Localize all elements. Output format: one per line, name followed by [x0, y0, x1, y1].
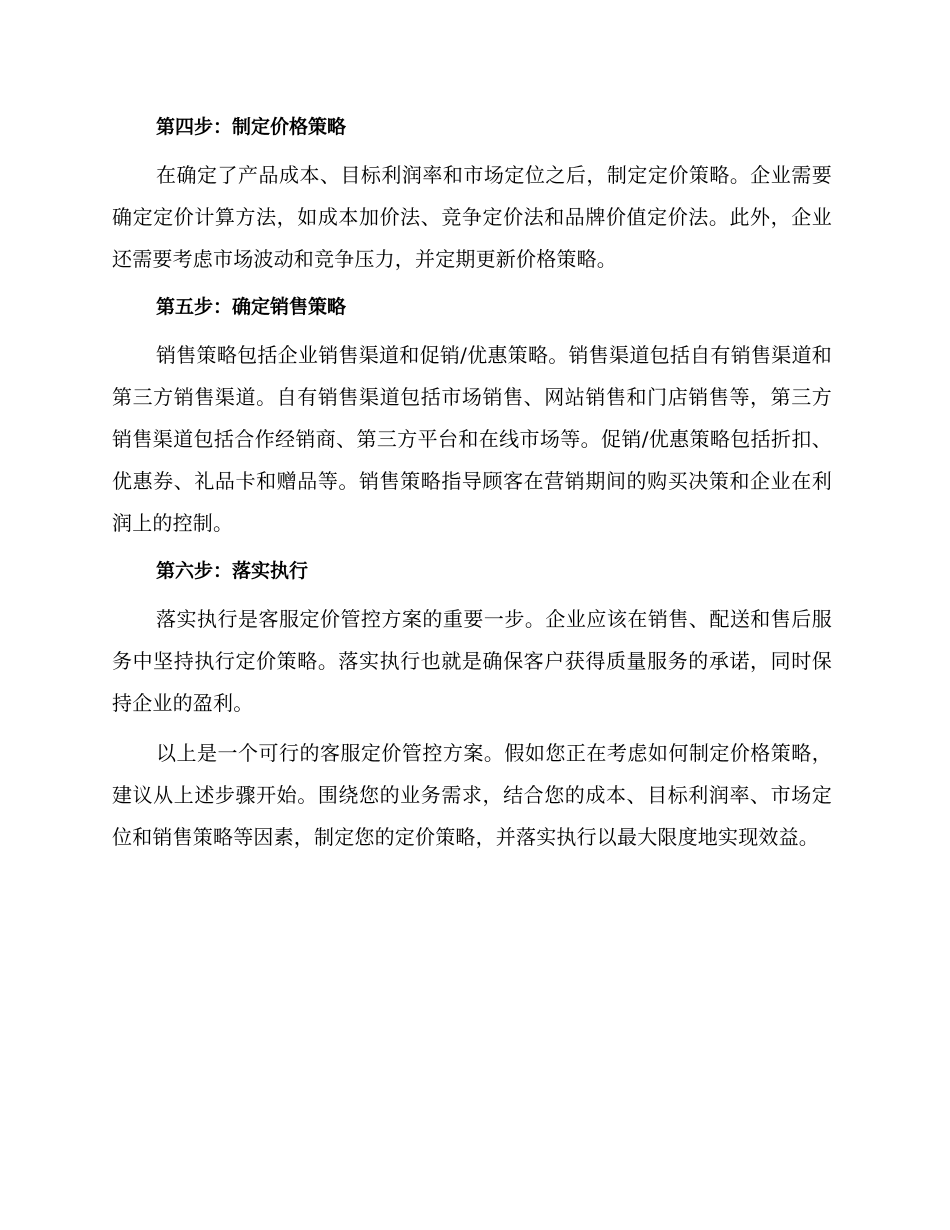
section-heading-step-6: 第六步：落实执行	[156, 560, 309, 582]
section-paragraph-step-4: 在确定了产品成本、目标利润率和市场定位之后，制定定价策略。企业需要确定定价计算方法，如成本加价法、竞争定价法和品牌价值定价法。此外，企业还需要考虑市场波动和竞争压力，并定期更新价格策略。	[112, 163, 832, 271]
section-paragraph-step-6: 落实执行是客服定价管控方案的重要一步。企业应该在销售、配送和售后服务中坚持执行定价策略。落实执行也就是确保客户获得质量服务的承诺，同时保持企业的盈利。	[112, 607, 832, 715]
section-heading-step-4: 第四步：制定价格策略	[156, 116, 347, 138]
section-heading-step-5: 第五步：确定销售策略	[156, 296, 347, 318]
section-paragraph-step-5: 销售策略包括企业销售渠道和促销/优惠策略。销售渠道包括自有销售渠道和第三方销售渠道。自有销售渠道包括市场销售、网站销售和门店销售等，第三方销售渠道包括合作经销商、第三方平台和在线市场等。促销/优惠策略包括折扣、优惠券、礼品卡和赠品等。销售策略指导顾客在营销期间的购买决策和企业在利润上的控制。	[112, 343, 832, 535]
document-page	[112, 108, 832, 858]
conclusion-paragraph: 以上是一个可行的客服定价管控方案。假如您正在考虑如何制定价格策略，建议从上述步骤开始。围绕您的业务需求，结合您的成本、目标利润率、市场定位和销售策略等因素，制定您的定价策略，并落实执行以最大限度地实现效益。	[112, 741, 832, 849]
